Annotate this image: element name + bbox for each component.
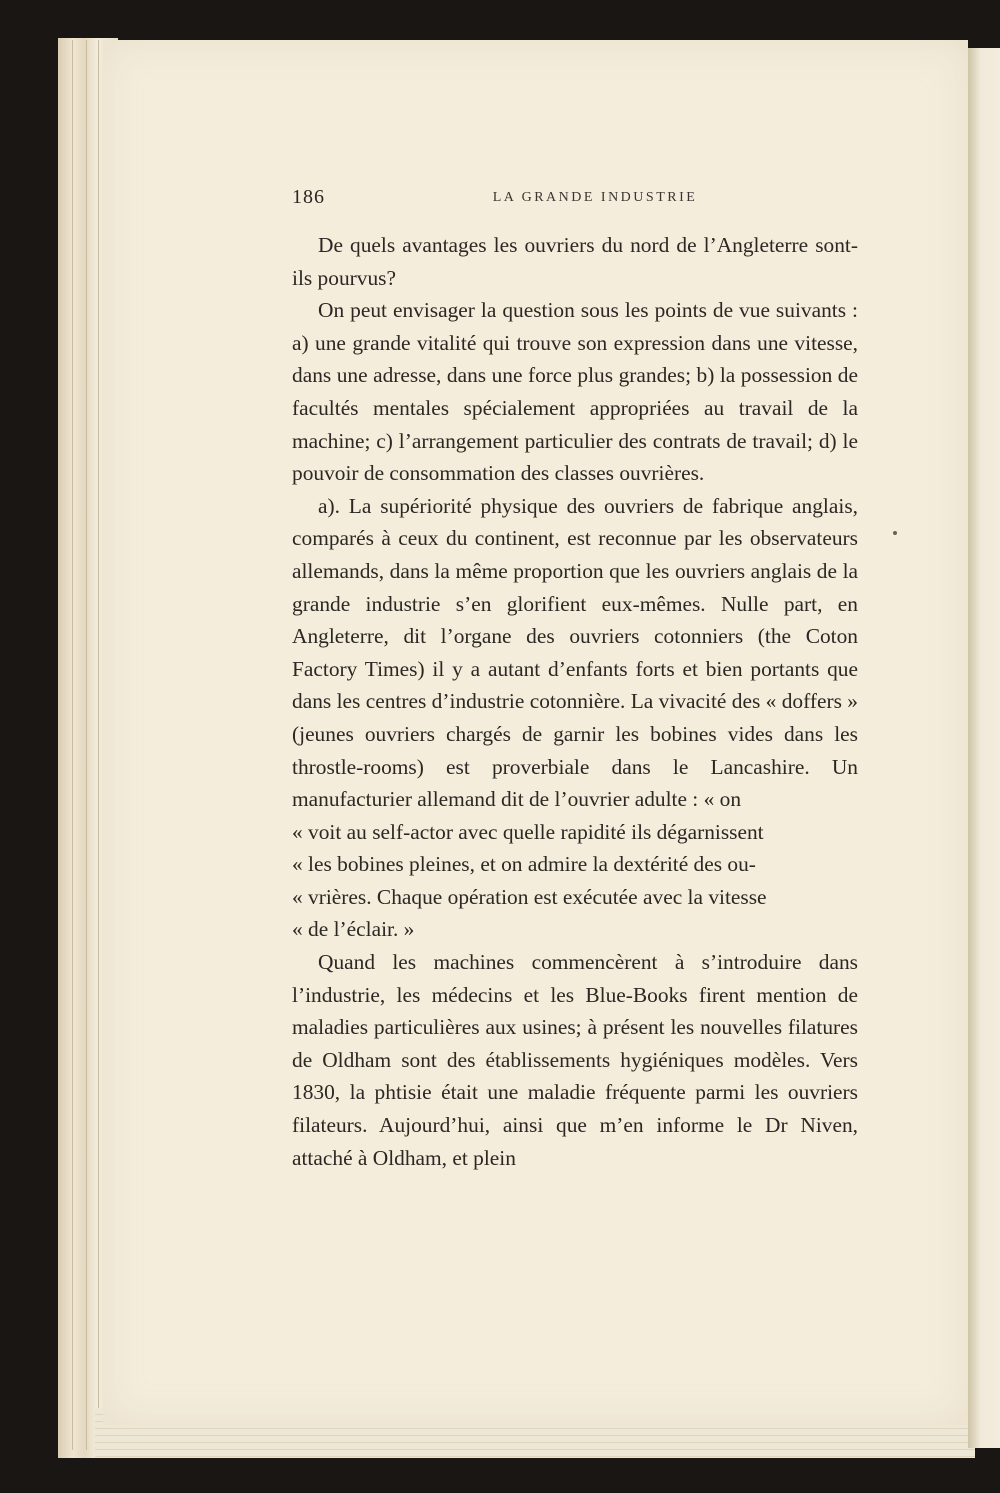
quote-line: « les bobines pleines, et on admire la dextérité des ou- — [292, 852, 756, 877]
page-number: 186 — [292, 186, 325, 208]
running-head: LA GRANDE INDUSTRIE — [492, 190, 698, 205]
page-header — [292, 186, 858, 216]
quote-line: « voit au self-actor avec quelle rapidité ils dégarnissent — [292, 819, 764, 844]
quote-line: « de l’éclair. » — [292, 917, 415, 942]
quote-line: « vrières. Chaque opération est exécutée avec la vitesse — [292, 884, 767, 909]
page-edge-line — [86, 40, 87, 1450]
page-edge-line — [98, 40, 99, 1450]
page-edge-line — [72, 40, 73, 1450]
paragraph: On peut envisager la question sous les points de vue suivants : a) une grande vitalité qui trouve son expression dans une vitesse, dans une adresse, dans une force plus grandes; b) la possession de facultés mentales spécialement appropriées au travail de la machine; c) l’arrangement particulier des contrats de travail; d) le pouvoir de consommation des classes ouvrières. — [292, 298, 858, 486]
ink-speck — [893, 531, 897, 535]
body-text — [292, 229, 858, 1174]
facing-page-edge — [968, 48, 1000, 1448]
paragraph: Quand les machines commencèrent à s’introduire dans l’industrie, les médecins et les Blue-Books firent mention de maladies particulières aux usines; à présent les nouvelles filatures de Oldham sont des établissements hygiéniques modèles. Vers 1830, la phtisie était une maladie fréquente parmi les ouvriers filateurs. Aujourd’hui, ainsi que m’en informe le Dr Niven, attaché à Oldham, et plein — [292, 950, 858, 1170]
paragraph: a). La supériorité physique des ouvriers de fabrique anglais, comparés à ceux du continent, est reconnue par les observateurs allemands, dans la même proportion que les ouvriers anglais de la grande industrie s’en glorifient eux-mêmes. Nulle part, en Angleterre, dit l’organe des ouvriers cotonniers (the Coton Factory Times) il y a autant d’enfants forts et bien portants que dans les centres d’industrie cotonnière. La vivacité des « doffers » (jeunes ouvriers chargés de garnir les bobines vides dans les throstle-rooms) est proverbiale dans le Lancashire. Un manufacturier allemand dit de l’ouvrier adulte : « on — [292, 493, 858, 812]
paragraph: De quels avantages les ouvriers du nord de l’Angleterre sont-ils pourvus? — [292, 233, 858, 290]
